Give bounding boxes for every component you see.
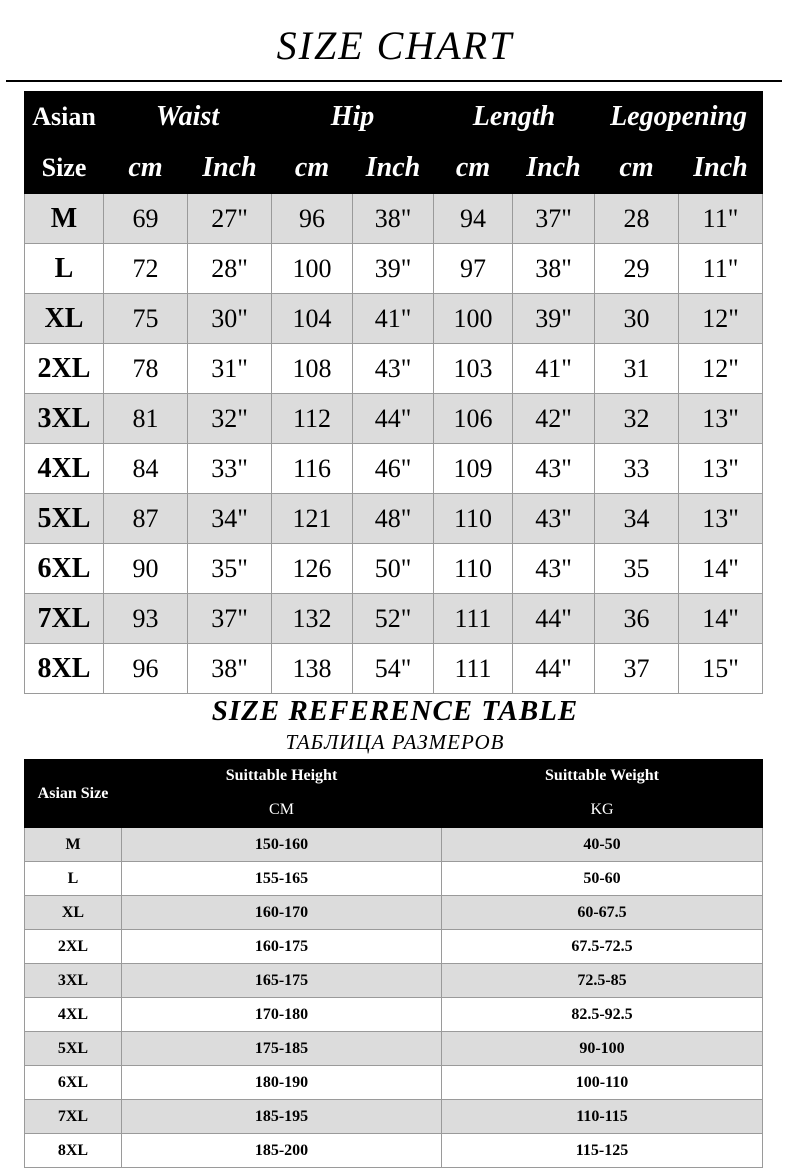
waist-header: Waist (104, 92, 272, 143)
measurement-cell: 138 (272, 644, 353, 694)
reference-unit-row (25, 793, 763, 828)
reference-subtitle: ТАБЛИЦА РАЗМЕРОВ (285, 730, 505, 754)
measurement-cell: 109 (434, 444, 513, 494)
measurement-cell: 44" (513, 644, 595, 694)
weight-range-cell: 50-60 (442, 862, 763, 896)
measurement-cell: 33 (595, 444, 679, 494)
title-divider (6, 80, 782, 82)
measurement-cell: 110 (434, 494, 513, 544)
measurement-cell: 93 (104, 594, 188, 644)
height-header: Suittable Height (122, 760, 442, 793)
measurement-cell: 30 (595, 294, 679, 344)
measurement-cell: 13" (679, 394, 763, 444)
reference-title: SIZE REFERENCE TABLE (211, 695, 579, 727)
measurement-cell: 37 (595, 644, 679, 694)
size-header: Size (25, 143, 104, 194)
unit-header: cm (434, 143, 513, 194)
measurement-cell: 44" (353, 394, 434, 444)
unit-header: cm (104, 143, 188, 194)
height-range-cell: 180-190 (122, 1066, 442, 1100)
measurement-cell: 15" (679, 644, 763, 694)
measurement-cell: 30" (188, 294, 272, 344)
measurement-cell: 35" (188, 544, 272, 594)
unit-header: Inch (353, 143, 434, 194)
measurement-cell: 94 (434, 194, 513, 244)
table-row (25, 1100, 763, 1134)
measurement-cell: 37" (513, 194, 595, 244)
page-title: SIZE CHART (276, 23, 514, 68)
measurement-cell: 54" (353, 644, 434, 694)
measurement-cell: 41" (513, 344, 595, 394)
measurement-cell: 116 (272, 444, 353, 494)
measurement-cell: 31" (188, 344, 272, 394)
height-range-cell: 175-185 (122, 1032, 442, 1066)
size-cell: 4XL (25, 444, 104, 494)
measurement-cell: 14" (679, 544, 763, 594)
weight-range-cell: 40-50 (442, 828, 763, 862)
measurement-cell: 28 (595, 194, 679, 244)
size-cell: 5XL (25, 1032, 122, 1066)
size-cell: 3XL (25, 964, 122, 998)
measurement-cell: 50" (353, 544, 434, 594)
table-row (25, 344, 763, 394)
size-cell: 8XL (25, 1134, 122, 1168)
measurement-cell: 132 (272, 594, 353, 644)
size-cell: L (25, 244, 104, 294)
measurement-cell: 14" (679, 594, 763, 644)
size-cell: 4XL (25, 998, 122, 1032)
weight-range-cell: 90-100 (442, 1032, 763, 1066)
chart-header-row (25, 92, 763, 143)
measurement-cell: 72 (104, 244, 188, 294)
measurement-cell: 84 (104, 444, 188, 494)
weight-range-cell: 60-67.5 (442, 896, 763, 930)
measurement-cell: 100 (434, 294, 513, 344)
measurement-cell: 111 (434, 594, 513, 644)
measurement-cell: 12" (679, 294, 763, 344)
reference-header-row (25, 760, 763, 793)
height-range-cell: 160-170 (122, 896, 442, 930)
measurement-cell: 111 (434, 644, 513, 694)
measurement-cell: 112 (272, 394, 353, 444)
table-row (25, 1032, 763, 1066)
height-unit: CM (122, 793, 442, 828)
size-cell: 7XL (25, 1100, 122, 1134)
weight-unit: KG (442, 793, 763, 828)
weight-range-cell: 115-125 (442, 1134, 763, 1168)
size-cell: 8XL (25, 644, 104, 694)
measurement-cell: 13" (679, 444, 763, 494)
measurement-cell: 75 (104, 294, 188, 344)
size-cell: L (25, 862, 122, 896)
measurement-cell: 12" (679, 344, 763, 394)
measurement-cell: 39" (353, 244, 434, 294)
measurement-cell: 31 (595, 344, 679, 394)
measurement-cell: 43" (513, 494, 595, 544)
measurement-cell: 106 (434, 394, 513, 444)
measurement-cell: 42" (513, 394, 595, 444)
height-range-cell: 170-180 (122, 998, 442, 1032)
table-row (25, 828, 763, 862)
height-range-cell: 185-200 (122, 1134, 442, 1168)
unit-header: Inch (513, 143, 595, 194)
height-range-cell: 150-160 (122, 828, 442, 862)
measurement-cell: 28" (188, 244, 272, 294)
measurement-cell: 87 (104, 494, 188, 544)
table-row (25, 494, 763, 544)
size-chart-table (24, 91, 763, 694)
measurement-cell: 39" (513, 294, 595, 344)
size-cell: 6XL (25, 544, 104, 594)
unit-header: cm (595, 143, 679, 194)
asian-header: Asian (25, 92, 104, 143)
unit-header: cm (272, 143, 353, 194)
table-row (25, 1134, 763, 1168)
table-row (25, 244, 763, 294)
measurement-cell: 11" (679, 244, 763, 294)
weight-range-cell: 100-110 (442, 1066, 763, 1100)
size-reference-table (24, 759, 763, 1168)
table-row (25, 930, 763, 964)
measurement-cell: 43" (353, 344, 434, 394)
size-cell: 6XL (25, 1066, 122, 1100)
measurement-cell: 34 (595, 494, 679, 544)
measurement-cell: 46" (353, 444, 434, 494)
height-range-cell: 185-195 (122, 1100, 442, 1134)
measurement-cell: 90 (104, 544, 188, 594)
measurement-cell: 43" (513, 444, 595, 494)
size-cell: M (25, 828, 122, 862)
table-row (25, 862, 763, 896)
measurement-cell: 11" (679, 194, 763, 244)
measurement-cell: 103 (434, 344, 513, 394)
table-row (25, 1066, 763, 1100)
measurement-cell: 44" (513, 594, 595, 644)
table-row (25, 964, 763, 998)
table-row (25, 544, 763, 594)
legopening-header: Legopening (595, 92, 763, 143)
measurement-cell: 121 (272, 494, 353, 544)
height-range-cell: 165-175 (122, 964, 442, 998)
height-range-cell: 160-175 (122, 930, 442, 964)
size-cell: 5XL (25, 494, 104, 544)
table-row (25, 194, 763, 244)
measurement-cell: 96 (272, 194, 353, 244)
measurement-cell: 78 (104, 344, 188, 394)
measurement-cell: 36 (595, 594, 679, 644)
table-row (25, 896, 763, 930)
weight-range-cell: 72.5-85 (442, 964, 763, 998)
table-row (25, 594, 763, 644)
measurement-cell: 69 (104, 194, 188, 244)
measurement-cell: 43" (513, 544, 595, 594)
size-cell: 2XL (25, 344, 104, 394)
measurement-cell: 104 (272, 294, 353, 344)
measurement-cell: 32" (188, 394, 272, 444)
measurement-cell: 29 (595, 244, 679, 294)
hip-header: Hip (272, 92, 434, 143)
length-header: Length (434, 92, 595, 143)
weight-range-cell: 110-115 (442, 1100, 763, 1134)
measurement-cell: 37" (188, 594, 272, 644)
measurement-cell: 108 (272, 344, 353, 394)
weight-range-cell: 82.5-92.5 (442, 998, 763, 1032)
measurement-cell: 52" (353, 594, 434, 644)
measurement-cell: 97 (434, 244, 513, 294)
measurement-cell: 48" (353, 494, 434, 544)
weight-header: Suittable Weight (442, 760, 763, 793)
measurement-cell: 33" (188, 444, 272, 494)
size-cell: 7XL (25, 594, 104, 644)
size-cell: 3XL (25, 394, 104, 444)
weight-range-cell: 67.5-72.5 (442, 930, 763, 964)
table-row (25, 294, 763, 344)
measurement-cell: 100 (272, 244, 353, 294)
table-row (25, 444, 763, 494)
measurement-cell: 27" (188, 194, 272, 244)
measurement-cell: 38" (513, 244, 595, 294)
measurement-cell: 96 (104, 644, 188, 694)
table-row (25, 394, 763, 444)
size-cell: XL (25, 294, 104, 344)
measurement-cell: 34" (188, 494, 272, 544)
table-row (25, 644, 763, 694)
size-cell: XL (25, 896, 122, 930)
measurement-cell: 32 (595, 394, 679, 444)
unit-header: Inch (679, 143, 763, 194)
height-range-cell: 155-165 (122, 862, 442, 896)
size-cell: M (25, 194, 104, 244)
size-cell: 2XL (25, 930, 122, 964)
measurement-cell: 126 (272, 544, 353, 594)
measurement-cell: 81 (104, 394, 188, 444)
asian-size-header: Asian Size (25, 760, 122, 828)
measurement-cell: 38" (353, 194, 434, 244)
table-row (25, 998, 763, 1032)
measurement-cell: 38" (188, 644, 272, 694)
measurement-cell: 41" (353, 294, 434, 344)
unit-header: Inch (188, 143, 272, 194)
chart-unit-row (25, 143, 763, 194)
measurement-cell: 35 (595, 544, 679, 594)
measurement-cell: 13" (679, 494, 763, 544)
measurement-cell: 110 (434, 544, 513, 594)
